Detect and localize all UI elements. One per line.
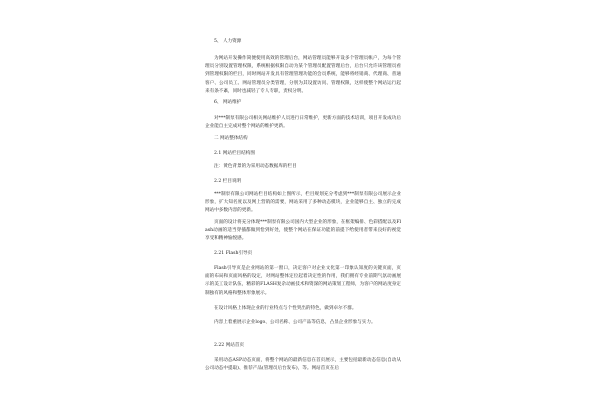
- sub-2-21-body-1: Flash引导页是企业网站的第一窗口，决定客户对企业文化第一印象认知度的关键页面，页面的布局和页面风格的设定，对网站整体定位起着决定性的作用，我们拥有专业前期气氛动画展示的美工设计队伍，精彩的FLASH复杂动画技术和资深的网站策划工程师，为客户的网站度身定制独有的风格和整体形象展示。: [205, 266, 401, 296]
- sub-2-21-body-3: 内容上着重展示企业logo、公司名称、公司产品等信息，凸显企业形象与实力。: [214, 320, 376, 325]
- sub-2-2-heading: 2.2 栏目说明: [214, 179, 242, 184]
- sub-2-21-body-2: 在设计风格上体现企业的行业特点与个性突出的特色，做到卓尔不群。: [214, 306, 357, 311]
- section-6-body: 对***制泵有限公司相关网站维护人员进行日常维护，更新方面的技术培训，项目开发成功后企业能自主完成对整个网站的维护更新。: [205, 116, 401, 130]
- sub-2-22-body: 采用动态ASP动态页面，将整个网站的最新信息在首页展示，主要包括最新动态信息(自动从公司动态中提取)、推荐产品(管理员后台发布)，等。网站首页在后: [205, 358, 401, 372]
- section-6-heading: 6、 网站维护: [214, 100, 242, 105]
- sub-2-2-body-2: 页面的设计将充分体现***制泵有限公司国内大型企业的形象，在框架编排、色彩搭配以及Flash动画的适当穿插都做到恰到好处，使整个网站在保证功能的前提下给使用者带来良好的视觉享受和精神愉悦感。: [205, 220, 401, 242]
- part-2-heading: 二 网站整体结构: [214, 136, 248, 141]
- section-5-body: 为网站开发操作简便使用高效的管理后台，网站管理员能够开设多个管理员帐户，为每个管理员分别设置管理权限，系统根据权限自动为某个管理员配置管理后台，后台只允许该管理员看到管理权限的栏目，同时网站开发具有管理管理功能的会员系统，能够将经销商、代理商、普通客户、公司员工、网站管理员分类管理，分别为其设置访问、管理权限，这样使整个网站运行起来有条不紊，同时也减轻了专人专职，责权分明。: [205, 56, 401, 94]
- sub-2-1-note: 注：黄色背景的为采用动态数据库的栏目: [214, 164, 297, 169]
- sub-2-21-heading: 2.21 Flash引导页: [214, 251, 253, 256]
- sub-2-1-heading: 2.1 网站栏目结构图: [214, 151, 255, 156]
- sub-2-2-body-1: ***制泵有限公司网站栏目结构如上图所示，栏目规划充分考虑到***制泵有限公司展示企业形象，扩大知名度以及网上营销的需要，网站采用了多种动态模块，企业能够自主、独立的完成网站中多数内容的更新。: [205, 192, 401, 214]
- sub-2-22-heading: 2.22 网站首页: [214, 343, 245, 348]
- section-5-heading: 5、 人力资源: [214, 39, 242, 44]
